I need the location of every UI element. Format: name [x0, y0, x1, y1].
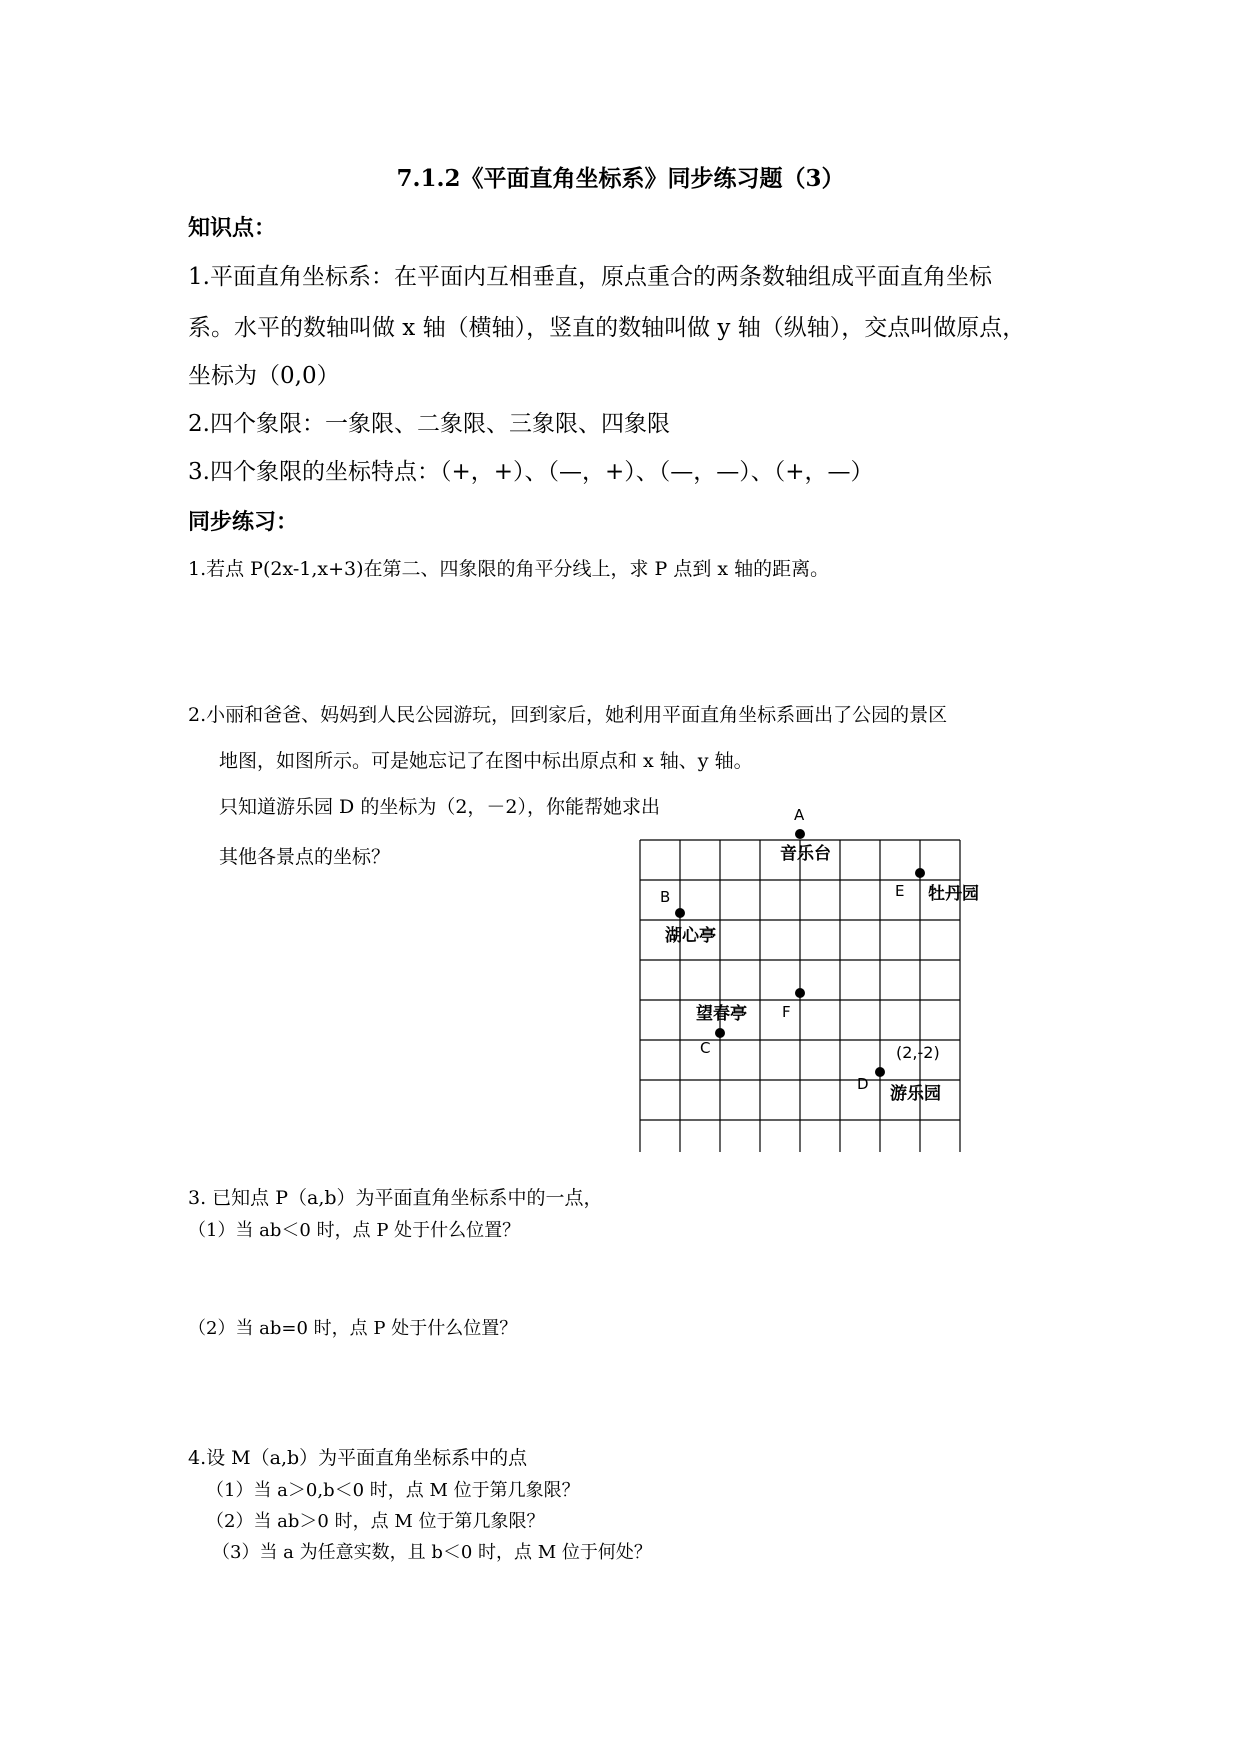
- question-2-line-4: 其他各景点的坐标？: [219, 846, 391, 868]
- point-a-name: 音乐台: [780, 844, 831, 864]
- question-4-intro: 4.设 M（a,b）为平面直角坐标系中的点: [188, 1447, 528, 1469]
- point-e-name: 牡丹园: [928, 884, 979, 904]
- page-title: 7.1.2《平面直角坐标系》同步练习题（3）: [396, 165, 845, 192]
- point-a-letter: A: [794, 806, 805, 824]
- knowledge-point-1-line-3: 坐标为（0,0）: [188, 363, 340, 389]
- point-b-letter: B: [660, 888, 671, 906]
- question-4-part-3: （3）当 a 为任意实数，且 b＜0 时，点 M 位于何处？: [212, 1542, 652, 1563]
- point-c-name: 望春亭: [696, 1004, 747, 1024]
- point-c-letter: C: [700, 1039, 711, 1057]
- point-a-marker: [795, 829, 805, 839]
- question-3-part-1: （1）当 ab＜0 时，点 P 处于什么位置？: [188, 1220, 521, 1241]
- question-3-part-2: （2）当 ab=0 时，点 P 处于什么位置？: [188, 1318, 518, 1339]
- question-2-line-3: 只知道游乐园 D 的坐标为（2，－2），你能帮她求出: [219, 796, 660, 818]
- point-d-letter: D: [857, 1075, 869, 1093]
- practice-heading: 同步练习：: [188, 510, 299, 535]
- point-f-letter: F: [782, 1003, 791, 1021]
- knowledge-point-2: 2.四个象限：一象限、二象限、三象限、四象限: [188, 411, 670, 437]
- question-4-part-2: （2）当 ab＞0 时，点 M 位于第几象限？: [206, 1511, 545, 1532]
- question-3-intro: 3. 已知点 P（a,b）为平面直角坐标系中的一点，: [188, 1187, 603, 1209]
- question-2-line-2: 地图，如图所示。可是她忘记了在图中标出原点和 x 轴、y 轴。: [219, 750, 753, 772]
- point-b-name: 湖心亭: [665, 926, 716, 946]
- point-d-coord: (2,-2): [896, 1043, 940, 1062]
- point-e-marker: [915, 868, 925, 878]
- question-1: 1.若点 P(2x-1,x+3)在第二、四象限的角平分线上，求 P 点到 x 轴的距离。: [188, 558, 830, 580]
- point-c-marker: [715, 1028, 725, 1038]
- park-map: [640, 806, 979, 1160]
- point-f-marker: [795, 988, 805, 998]
- question-4-part-1: （1）当 a＞0,b＜0 时，点 M 位于第几象限？: [206, 1480, 580, 1501]
- point-b-marker: [675, 908, 685, 918]
- question-2-line-1: 2.小丽和爸爸、妈妈到人民公园游玩，回到家后，她利用平面直角坐标系画出了公园的景区: [188, 704, 948, 726]
- point-d-marker: [875, 1067, 885, 1077]
- knowledge-point-1-line-2: 系。水平的数轴叫做 x 轴（横轴），竖直的数轴叫做 y 轴（纵轴），交点叫做原点，: [188, 315, 1026, 341]
- point-e-letter: E: [895, 882, 905, 900]
- point-d-name: 游乐园: [890, 1084, 941, 1104]
- knowledge-point-1-line-1: 1.平面直角坐标系：在平面内互相垂直，原点重合的两条数轴组成平面直角坐标: [188, 264, 992, 290]
- knowledge-point-3: 3.四个象限的坐标特点：（+，+）、（—，+）、（—，—）、（+，—）: [188, 459, 874, 485]
- knowledge-heading: 知识点：: [188, 216, 277, 241]
